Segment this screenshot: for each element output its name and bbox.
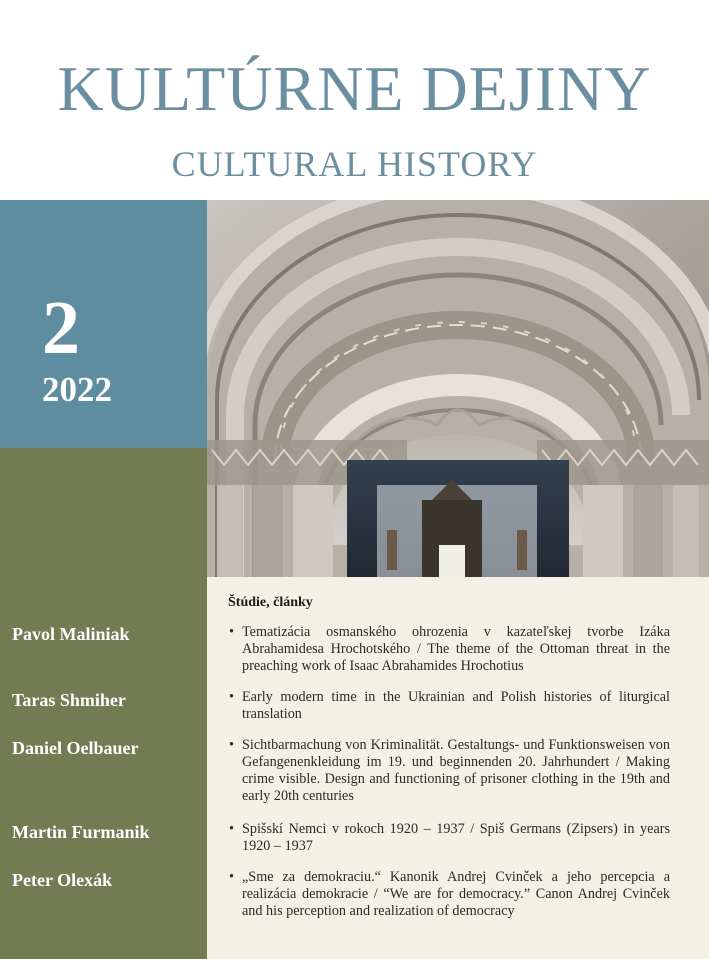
article-title: „Sme za demokraciu.“ Kanonik Andrej Cvinček a jeho percepcia a realizácia demokracie / “We are for democracy.” Canon Andrej Cvinček and his perception and realization of democracy <box>242 869 670 919</box>
article-entry <box>229 689 670 723</box>
author-name: Taras Shmiher <box>12 690 126 710</box>
article-entry <box>229 821 670 855</box>
journal-subtitle: CULTURAL HISTORY <box>171 144 538 184</box>
article-title: Spišskí Nemci v rokoch 1920 – 1937 / Spiš Germans (Zipsers) in years 1920 – 1937 <box>242 821 670 854</box>
section-heading: Štúdie, články <box>228 595 313 610</box>
bullet-icon: • <box>229 737 234 753</box>
article-entry <box>229 624 670 675</box>
bullet-icon: • <box>229 624 234 640</box>
author-name: Pavol Maliniak <box>12 624 130 644</box>
article-title: Sichtbarmachung von Kriminalität. Gestaltungs- und Funktionsweisen von Gefangenenkleidung im 19. und beginnenden 20. Jahrhundert / Making crime visible. Design and functioning of prisoner clothing in the 19th and early 20th centuries <box>242 737 670 804</box>
issue-number: 2 <box>42 286 80 370</box>
article-title: Early modern time in the Ukrainian and Polish histories of liturgical translation <box>242 689 670 722</box>
article-title: Tematizácia osmanského ohrozenia v kazateľskej tvorbe Izáka Abrahamidesa Hrochotského / The theme of the Ottoman threat in the preaching work of Isaac Abrahamides Hrochotius <box>242 624 670 674</box>
author-name: Daniel Oelbauer <box>12 738 139 758</box>
bullet-icon: • <box>229 869 234 885</box>
journal-title: KULTÚRNE DEJINY <box>57 53 652 124</box>
bullet-icon: • <box>229 689 234 705</box>
article-entry <box>229 737 670 805</box>
cover-photo <box>207 200 709 577</box>
article-entry <box>229 869 670 920</box>
issue-year: 2022 <box>42 370 112 409</box>
contents-panel <box>207 577 709 959</box>
author-name: Martin Furmanik <box>12 822 150 842</box>
issue-panel <box>0 200 207 448</box>
author-name: Peter Olexák <box>12 870 113 890</box>
bullet-icon: • <box>229 821 234 837</box>
